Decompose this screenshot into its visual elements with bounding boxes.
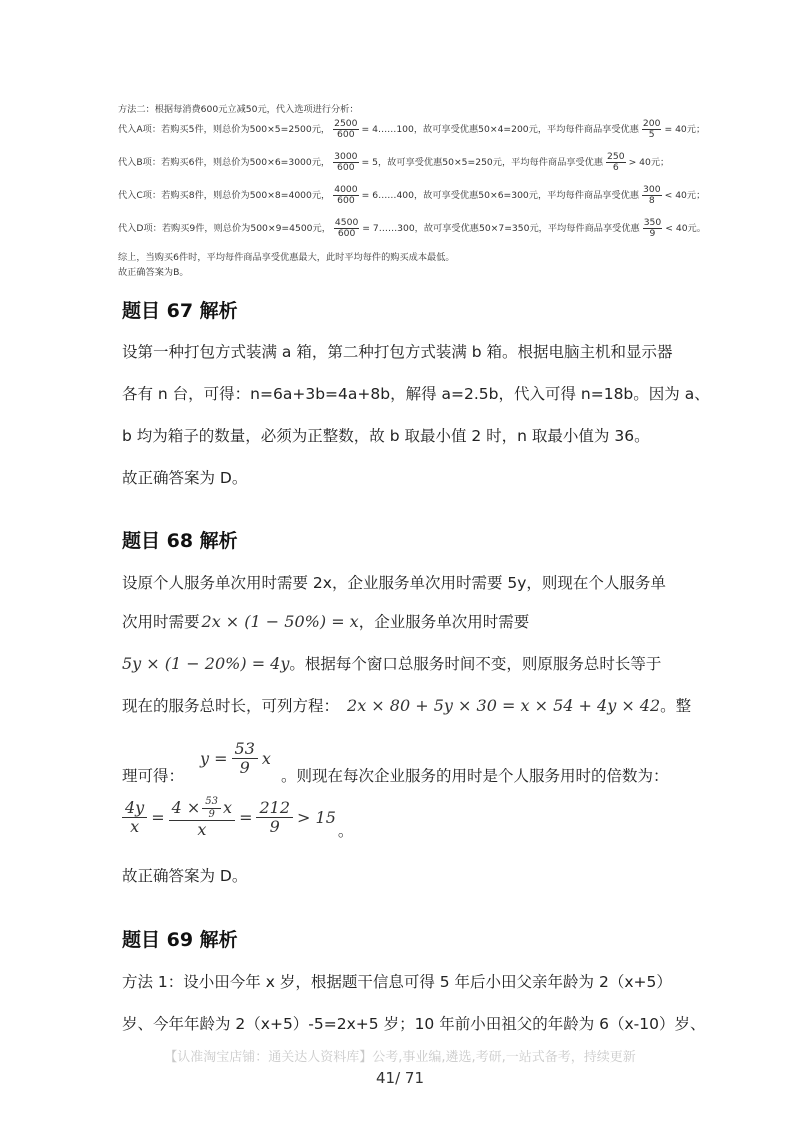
- fraction: $\frac{4500}{600}$: [334, 217, 359, 240]
- q68-answer: 故正确答案为 D。: [122, 867, 248, 885]
- formula-personal-time: 2x × (1 − 50%) = x: [201, 611, 359, 631]
- q68-title: 题目 68 解析: [122, 530, 238, 552]
- shot-line-b: 代入B项：若购买6件，则总价为500×6=3000元， $\frac{3000}{600}$ = 5，故可享受优惠50×5=250元，平均每件商品享受优惠 $\frac{250}{6}$ > 40元；: [118, 151, 670, 174]
- shot-line-a: 代入A项：若购买5件，则总价为500×5=2500元， $\frac{2500}{600}$ = 4……100，故可享受优惠50×4=200元，平均每件商品享受优惠 $\frac{200}{5}$ = 40元；: [118, 118, 706, 141]
- q68-paragraph-line-3: 5y × (1 − 20%) = 4y 。根据每个窗口总服务时间不变，则原服务总时长等于: [122, 653, 662, 673]
- fraction: $\frac{350}{9}$: [643, 217, 662, 240]
- fraction: $\frac{300}{8}$: [643, 184, 661, 207]
- formula-equation: 2x × 80 + 5y × 30 = x × 54 + 4y × 42: [347, 695, 661, 715]
- shot-line-d: 代入D项：若购买9件，则总价为500×9=4500元， $\frac{4500}{600}$ = 7……300，故可享受优惠50×7=350元，平均每件商品享受优惠 $\frac{350}{9}$ < 40元。: [118, 217, 706, 240]
- formula-enterprise-time: 5y × (1 − 20%) = 4y: [122, 653, 290, 673]
- shot-line-answer: 故正确答案为B。: [118, 267, 189, 278]
- q69-title: 题目 69 解析: [122, 929, 238, 951]
- q68-paragraph-line-5: 理可得： y = $\frac{53}{9}$ x 。则现在每次企业服务的用时是个人服务用时的倍数为：: [122, 739, 669, 785]
- page-number: 41/ 71: [376, 1069, 424, 1087]
- shot-line-intro: 方法二：根据每消费600元立减50元，代入选项进行分析：: [118, 104, 359, 115]
- q67-paragraph-line-1: 设第一种打包方式装满 a 箱，第二种打包方式装满 b 箱。根据电脑主机和显示器: [122, 343, 673, 361]
- q67-paragraph-line-2: 各有 n 台，可得：n=6a+3b=4a+8b，解得 a=2.5b，代入可得 n=18b。因为 a、: [122, 385, 710, 403]
- shot-line-summary: 综上，当购买6件时，平均每件商品享受优惠最大，此时平均每件的购买成本最低。: [118, 252, 455, 263]
- q67-answer: 故正确答案为 D。: [122, 469, 248, 487]
- formula-ratio: $\frac{4y}{x}$ = 4 × $\frac{53}{9}$ x x = $\frac{212}{9}$ > 15: [122, 796, 336, 839]
- q69-paragraph-line-2: 岁、今年年龄为 2（x+5）-5=2x+5 岁；10 年前小田祖父的年龄为 6（x-10）岁、: [122, 1015, 706, 1033]
- q67-title: 题目 67 解析: [122, 300, 238, 322]
- q68-paragraph-line-6: $\frac{4y}{x}$ = 4 × $\frac{53}{9}$ x x = $\frac{212}{9}$ > 15 。: [122, 796, 353, 839]
- shot-line-c: 代入C项：若购买8件，则总价为500×8=4000元， $\frac{4000}{600}$ = 6……400，故可享受优惠50×6=300元，平均每件商品享受优惠 $\frac{300}{8}$ < 40元；: [118, 184, 706, 207]
- fraction: $\frac{4000}{600}$: [334, 184, 358, 207]
- watermark-footer-note: 【认准淘宝店铺：通关达人资料库】公考,事业编,遴选,考研,一站式备考，持续更新: [164, 1050, 636, 1065]
- fraction: $\frac{250}{6}$: [607, 151, 625, 174]
- q68-paragraph-line-1: 设原个人服务单次用时需要 2x，企业服务单次用时需要 5y，则现在个人服务单: [122, 574, 666, 592]
- fraction: $\frac{2500}{600}$: [334, 118, 358, 141]
- q68-paragraph-line-4: 现在的服务总时长，可列方程： 2x × 80 + 5y × 30 = x × 54 + 4y × 42 。整: [122, 695, 692, 715]
- embedded-solution-image: [118, 100, 706, 286]
- fraction: $\frac{200}{5}$: [642, 118, 661, 141]
- q67-paragraph-line-3: b 均为箱子的数量，必须为正整数，故 b 取最小值 2 时，n 取最小值为 36。: [122, 427, 650, 445]
- q69-paragraph-line-1: 方法 1：设小田今年 x 岁，根据题干信息可得 5 年后小田父亲年龄为 2（x+5）: [122, 973, 672, 991]
- fraction: $\frac{3000}{600}$: [334, 151, 358, 174]
- q68-paragraph-line-2: 次用时需要 2x × (1 − 50%) = x ，企业服务单次用时需要: [122, 611, 530, 631]
- formula-y-result: y = $\frac{53}{9}$ x: [200, 739, 271, 778]
